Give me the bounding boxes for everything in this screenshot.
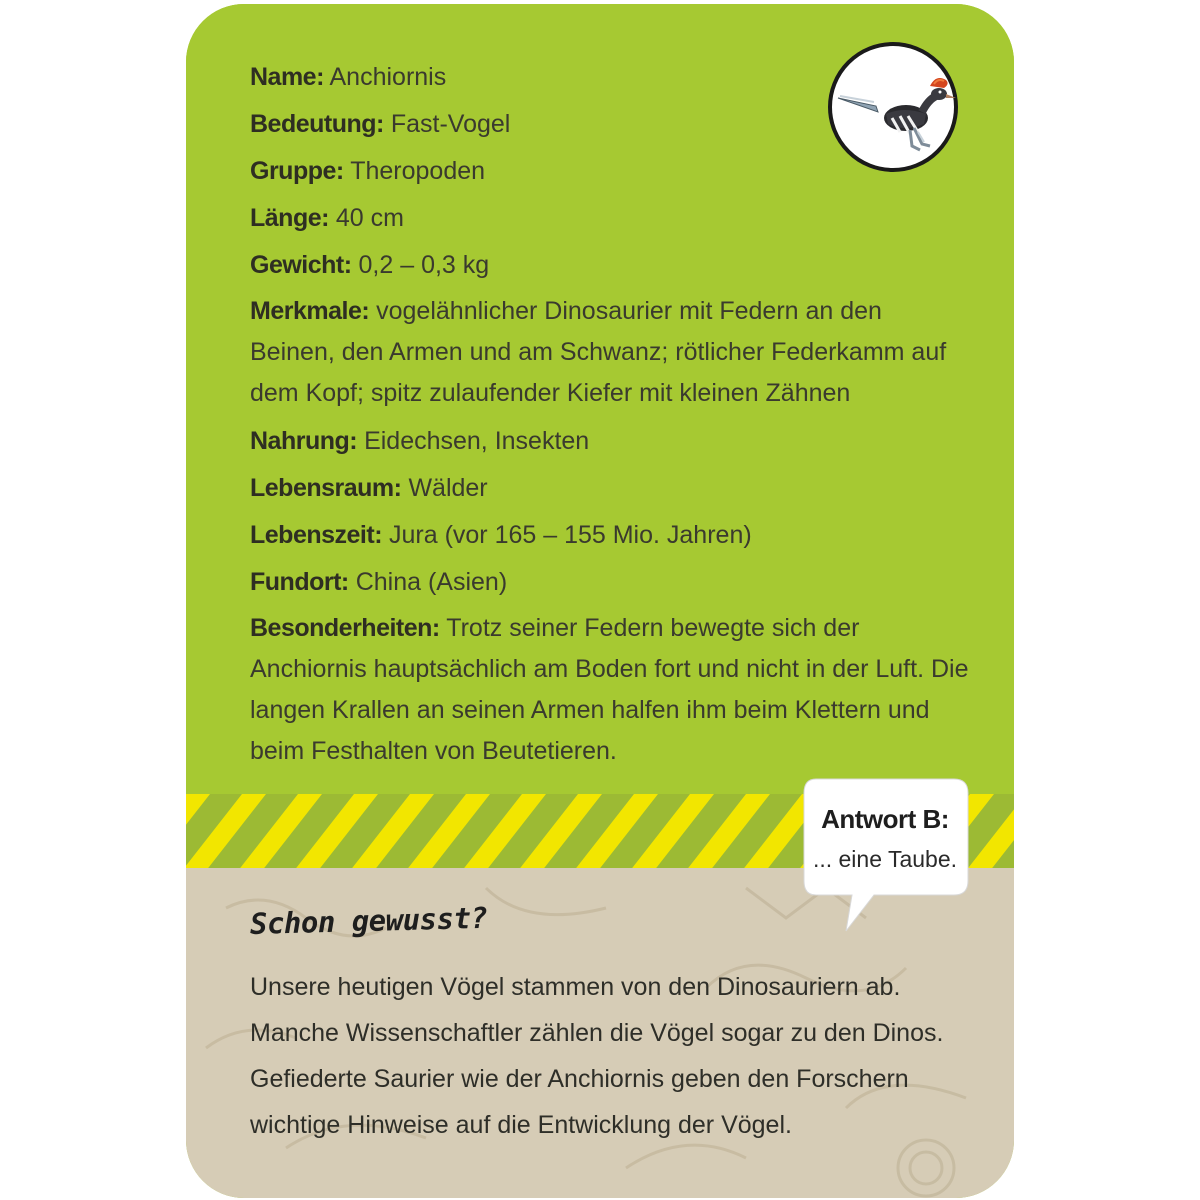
fact-weight <box>250 242 970 289</box>
fact-special <box>250 608 970 772</box>
answer-text: ... eine Taube. <box>812 846 958 872</box>
fact-label: Name: <box>250 63 324 91</box>
fact-label: Lebensraum: <box>250 474 402 502</box>
did-you-know-title: Schon gewusst? <box>249 900 488 941</box>
fact-label: Bedeutung: <box>250 110 384 138</box>
fact-value: Eidechsen, Insekten <box>364 427 590 455</box>
fact-value: vogelähnlicher Dinosaurier mit Federn an den Beinen, den Armen und am Schwanz; rötlicher Federkamm auf dem Kopf; spitz zulaufender Kiefer mit kleinen Zähnen <box>250 297 947 407</box>
did-you-know-text: Unsere heutigen Vögel stammen von den Dinosauriern ab. Manche Wissenschaftler zählen die Vögel sogar zu den Dinos. Gefiederte Saurier wie der Anchiornis geben den Forschern wichtige Hinweise auf die Entwicklung der Vögel. <box>250 973 944 1139</box>
fact-value: Anchiornis <box>329 63 447 91</box>
fact-location <box>250 559 970 606</box>
fact-features <box>250 291 970 414</box>
anchiornis-dinosaur-icon <box>826 40 960 174</box>
dino-fact-card <box>186 4 1014 1198</box>
fact-value: Jura (vor 165 – 155 Mio. Jahren) <box>388 521 752 549</box>
fact-value: Wälder <box>408 474 488 502</box>
fact-label: Nahrung: <box>250 427 358 455</box>
fact-label: Merkmale: <box>250 297 370 325</box>
answer-title: Antwort B: <box>821 804 949 834</box>
fact-lifetime <box>250 512 970 559</box>
fact-label: Fundort: <box>250 568 349 596</box>
fact-length <box>250 195 970 242</box>
fact-value: 0,2 – 0,3 kg <box>358 251 490 279</box>
fact-value: 40 cm <box>335 204 404 232</box>
fact-habitat <box>250 465 970 512</box>
fact-value: China (Asien) <box>355 568 508 596</box>
fact-value: Fast-Vogel <box>390 110 511 138</box>
fact-value: Trotz seiner Federn bewegte sich der Anchiornis hauptsächlich am Boden fort und nicht in der Luft. Die langen Krallen an seinen Armen halfen ihm beim Klettern und beim Festhalten von Beutetieren. <box>250 614 969 765</box>
fact-label: Länge: <box>250 204 329 232</box>
fact-diet <box>250 418 970 465</box>
fact-label: Gruppe: <box>250 157 344 185</box>
fact-label: Lebenszeit: <box>250 521 383 549</box>
fact-value: Theropoden <box>350 157 486 185</box>
fact-label: Gewicht: <box>250 251 352 279</box>
fact-label: Besonderheiten: <box>250 614 440 642</box>
